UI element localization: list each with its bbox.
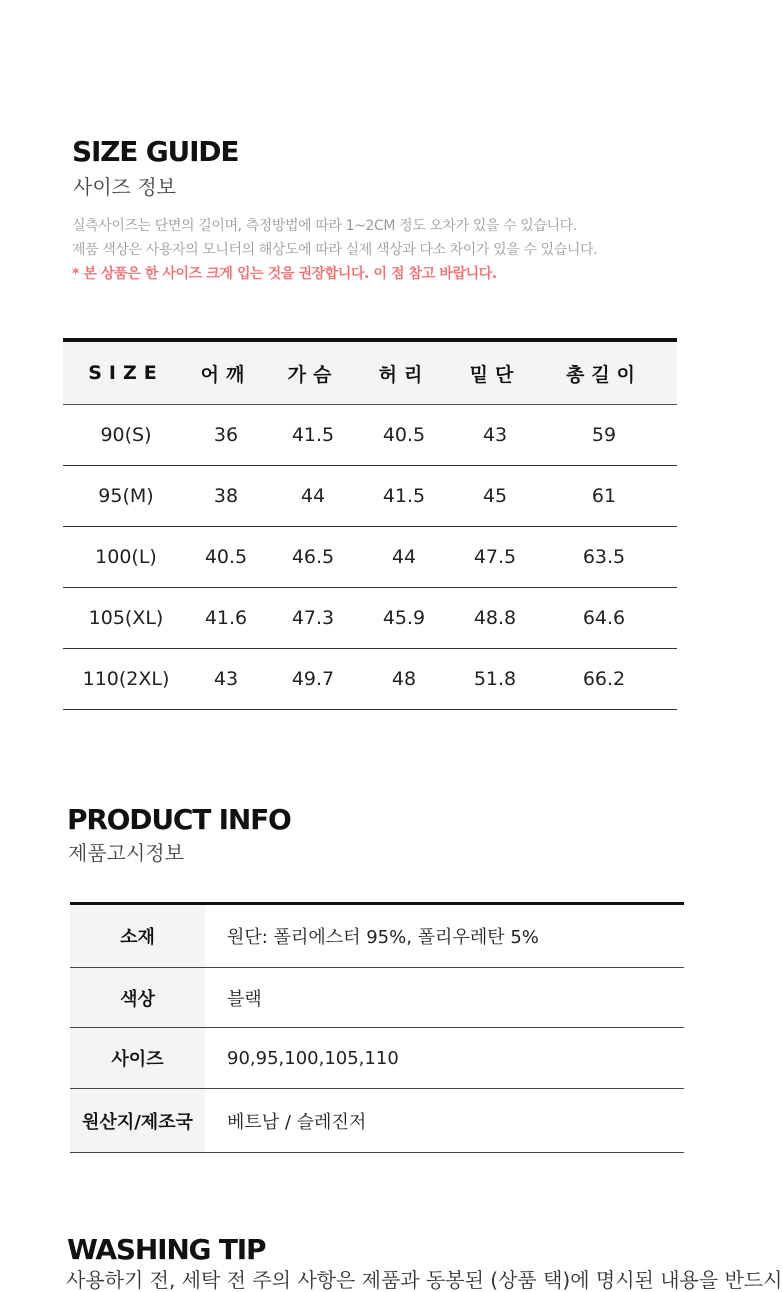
header-hem: 밑단 [469,363,521,386]
product-info-subtitle: 제품고시정보 [68,841,184,865]
size-note-color: 제품 색상은 사용자의 모니터의 해상도에 따라 실제 색상과 다소 차이가 있을 수 있습니다. [72,242,598,258]
waist-cell: 44 [391,546,417,568]
table-row [63,527,677,588]
info-value-color: 블랙 [227,988,262,1010]
total-length-cell: 64.6 [582,607,626,629]
size-cell: 105(XL) [88,607,164,629]
header-shoulder: 어깨 [200,363,252,386]
header-waist: 허리 [378,363,430,386]
size-cell: 95(M) [98,485,154,507]
size-guide-subtitle: 사이즈 정보 [73,175,176,199]
table-row [70,1089,684,1153]
size-table-header [63,338,677,405]
shoulder-cell: 40.5 [204,546,248,568]
total-length-cell: 66.2 [582,668,626,690]
product-info-title: PRODUCT INFO [67,803,291,836]
size-cell: 100(L) [95,546,157,568]
shoulder-cell: 36 [213,424,239,446]
info-value-origin: 베트남 / 슬레진저 [227,1111,367,1133]
table-row [70,968,684,1028]
size-table [63,338,677,710]
waist-cell: 48 [391,668,417,690]
table-row [70,1028,684,1089]
table-row [63,588,677,649]
size-cell: 110(2XL) [82,668,170,690]
total-length-cell: 61 [591,485,617,507]
size-note-measurement: 실측사이즈는 단면의 길이며, 측정방법에 따라 1~2CM 정도 오차가 있을 수 있습니다. [72,218,577,234]
hem-cell: 48.8 [473,607,517,629]
hem-cell: 47.5 [473,546,517,568]
total-length-cell: 59 [591,424,617,446]
info-label-origin: 원산지/제조국 [70,1089,205,1152]
header-chest: 가슴 [287,363,339,386]
size-cell: 90(S) [100,424,152,446]
info-value-material: 원단: 폴리에스터 95%, 폴리우레탄 5% [227,927,539,948]
chest-cell: 49.7 [291,668,335,690]
shoulder-cell: 38 [213,485,239,507]
chest-cell: 47.3 [291,607,335,629]
size-guide-title: SIZE GUIDE [72,135,239,168]
chest-cell: 41.5 [291,424,335,446]
hem-cell: 51.8 [473,668,517,690]
info-label-material: 소재 [70,905,205,967]
chest-cell: 44 [300,485,326,507]
hem-cell: 43 [482,424,508,446]
table-row [70,905,684,968]
hem-cell: 45 [482,485,508,507]
info-label-size: 사이즈 [70,1028,205,1088]
shoulder-cell: 41.6 [204,607,248,629]
waist-cell: 45.9 [382,607,426,629]
info-label-color: 색상 [70,968,205,1027]
product-info-table [70,902,684,1153]
size-note-recommendation: * 본 상품은 한 사이즈 크게 입는 것을 권장합니다. 이 점 참고 바랍니다. [72,266,497,282]
info-value-size: 90,95,100,105,110 [227,1047,399,1069]
table-row [63,649,677,710]
chest-cell: 46.5 [291,546,335,568]
shoulder-cell: 43 [213,668,239,690]
table-row [63,466,677,527]
header-total-length: 총길이 [565,363,643,386]
header-size: SIZE [88,362,164,384]
waist-cell: 41.5 [382,485,426,507]
waist-cell: 40.5 [382,424,426,446]
washing-tip-text: 사용하기 전, 세탁 전 주의 사항은 제품과 동봉된 (상품 택)에 명시된 내용을 반드시 [66,1268,783,1292]
washing-tip-title: WASHING TIP [67,1233,266,1266]
total-length-cell: 63.5 [582,546,626,568]
table-row [63,405,677,466]
